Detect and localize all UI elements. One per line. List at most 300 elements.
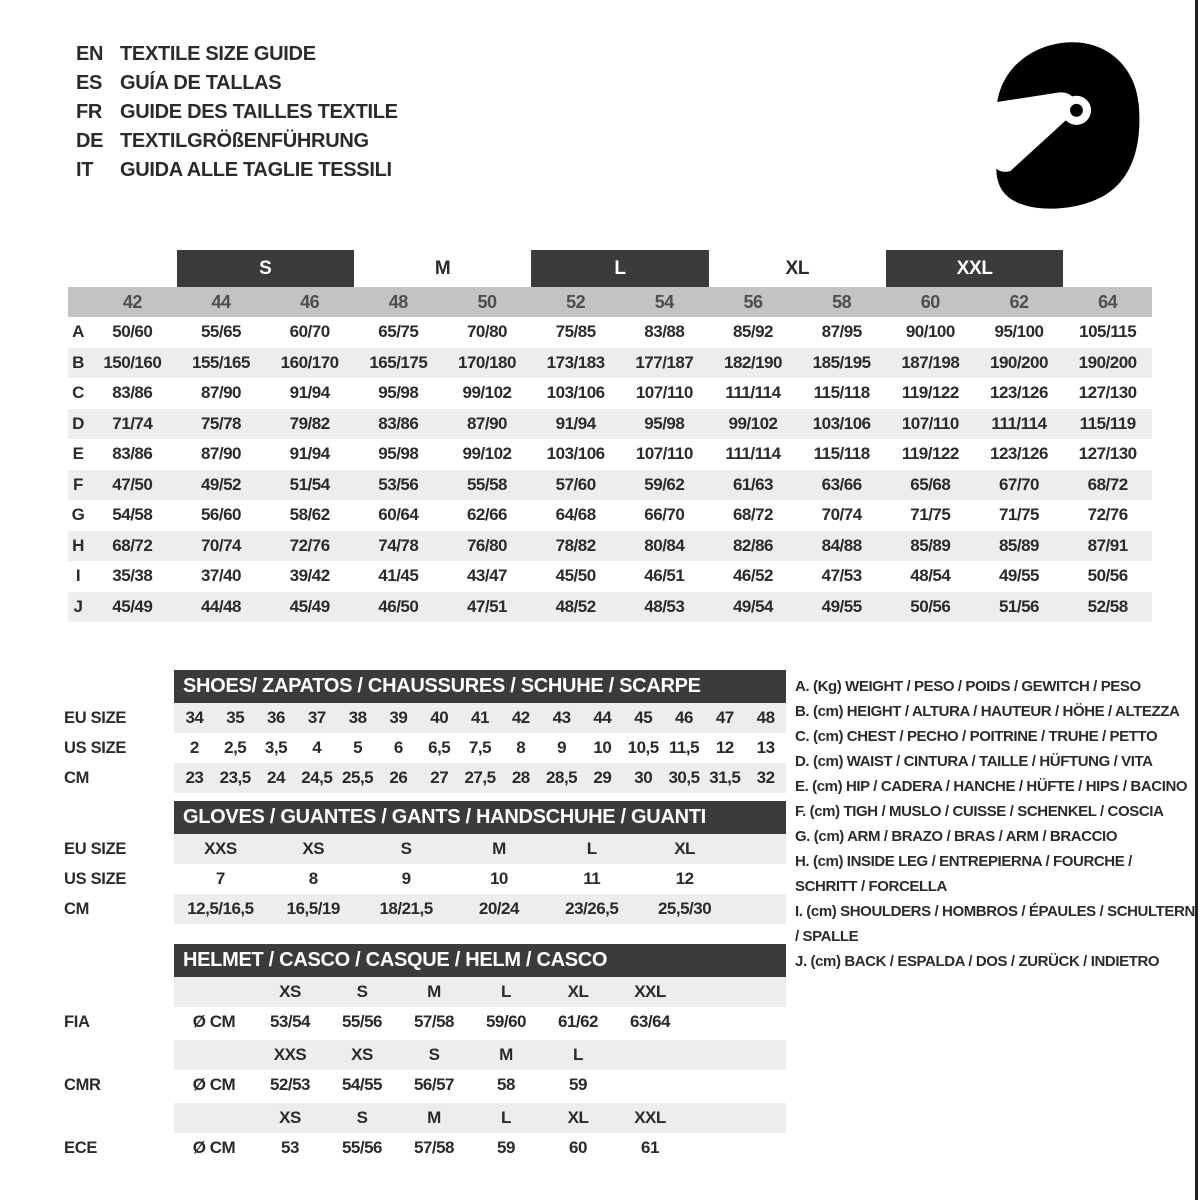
gloves-row-values (174, 864, 786, 894)
helmet-size-cell: L (573, 1045, 583, 1064)
measurement-cell: 80/84 (644, 535, 685, 555)
legend-item-i: I. (cm) SHOULDERS / HOMBROS / ÉPAULES / SCHULTERN / SPALLE (795, 903, 1195, 945)
legend-item-e: E. (cm) HIP / CADERA / HANCHE / HÜFTE / HIPS / BACINO (795, 778, 1188, 795)
shoes-cell: 40 (430, 708, 449, 727)
measurement-cell: 71/74 (112, 413, 153, 433)
helmet-unit-label: Ø CM (192, 1075, 236, 1094)
row-letter: E (72, 444, 84, 464)
gloves-cell: L (586, 839, 597, 858)
row-letter: C (72, 383, 84, 403)
gloves-cell: S (400, 839, 412, 858)
shoes-cell: 27 (430, 768, 449, 787)
shoes-cell: 23 (185, 768, 204, 787)
gloves-cell: XS (302, 839, 325, 858)
textile-size-table (68, 250, 1152, 622)
helmet-row-label (64, 1040, 174, 1070)
shoes-row-values (174, 703, 786, 733)
size-number-cell: 44 (211, 291, 231, 312)
measurement-cell: 50/56 (1087, 566, 1128, 586)
measurement-cell: 47/51 (466, 596, 508, 616)
legend-item-f: F. (cm) TIGH / MUSLO / CUISSE / SCHENKEL / COSCIA (795, 803, 1164, 820)
measurement-cell: 48/54 (910, 566, 951, 586)
helmet-size-cell: XS (279, 1108, 301, 1127)
language-title: TEXTILE SIZE GUIDE (120, 43, 316, 65)
shoes-cell: 34 (185, 708, 204, 727)
measurement-cell: 115/119 (1079, 413, 1136, 433)
measurement-cell: 99/102 (462, 383, 512, 403)
shoes-cell: 39 (389, 708, 408, 727)
measurement-row-b (68, 348, 1152, 379)
size-number-cell: 42 (122, 291, 142, 312)
helmet-cmr-sizes-row (64, 1040, 786, 1070)
measurement-rows (68, 317, 1152, 622)
gloves-cell: 16,5/19 (286, 899, 340, 918)
measurement-cell: 51/56 (998, 596, 1040, 616)
helmet-standard-label: CMR (64, 1075, 101, 1094)
shoes-cell: 29 (593, 768, 612, 787)
measurement-cell: 66/70 (644, 505, 685, 525)
measurement-cell: 87/90 (200, 444, 242, 464)
helmet-value-cell: 61/62 (557, 1012, 599, 1031)
measurement-cell: 190/200 (1078, 352, 1137, 372)
language-code: FR (76, 101, 103, 123)
gloves-cell: 18/21,5 (379, 899, 433, 918)
size-band-m: M (434, 257, 451, 279)
measurement-cell: 63/66 (821, 474, 862, 494)
legend-item-g: G. (cm) ARM / BRAZO / BRAS / ARM / BRACCIO (795, 828, 1118, 845)
shoes-cell: 11,5 (668, 738, 700, 757)
measurement-cell: 111/114 (725, 444, 781, 464)
measurement-cell: 49/55 (998, 566, 1040, 586)
helmet-icon (975, 28, 1153, 214)
shoes-cell: 44 (593, 708, 612, 727)
shoes-cell: 30,5 (668, 768, 700, 787)
shoes-cell: 2 (189, 738, 199, 757)
shoes-cell: 8 (516, 738, 526, 757)
measurement-cell: 49/52 (200, 474, 242, 494)
gloves-cell: 9 (401, 869, 411, 888)
shoes-cell: 28,5 (546, 768, 578, 787)
measurement-cell: 85/92 (732, 322, 774, 342)
helmet-sizes-values (174, 1040, 786, 1070)
measurement-cell: 65/68 (910, 474, 951, 494)
helmet-header-bar: HELMET / CASCO / CASQUE / HELM / CASCO (174, 944, 786, 977)
measurement-cell: 53/56 (378, 474, 419, 494)
measurement-cell: 61/63 (732, 474, 774, 494)
helmet-size-cell: S (428, 1045, 440, 1064)
shoes-row-label: US SIZE (64, 738, 127, 757)
size-band-xxl: XXL (886, 250, 1063, 287)
measurement-row-a (68, 317, 1152, 348)
gloves-cell: 20/24 (478, 899, 519, 918)
measurement-cell: 60/64 (378, 505, 419, 525)
helmet-value-cell: 59 (569, 1075, 587, 1094)
helmet-size-cell: M (427, 1108, 441, 1127)
measurement-row-f (68, 470, 1152, 501)
measurement-cell: 90/100 (905, 322, 955, 342)
helmet-group-ece (64, 1103, 786, 1163)
helmet-row-label (64, 977, 174, 1007)
helmet-value-cell: 61 (641, 1138, 659, 1157)
measurement-cell: 127/130 (1078, 444, 1137, 464)
size-number-cell: 50 (477, 291, 497, 312)
size-number-cell: 48 (388, 291, 408, 312)
shoes-cell: 10 (593, 738, 612, 757)
shoes-cell: 35 (226, 708, 245, 727)
shoes-cell: 7,5 (468, 738, 492, 757)
helmet-value-cell: 59 (497, 1138, 515, 1157)
gloves-cell: XXS (204, 839, 237, 858)
measurement-cell: 56/60 (200, 505, 242, 525)
helmet-size-cell: L (501, 1108, 511, 1127)
shoes-row-values (174, 733, 786, 763)
measurement-cell: 47/53 (821, 566, 862, 586)
helmet-standard-values (174, 1007, 786, 1037)
size-number-cell: 56 (743, 291, 763, 312)
measurement-cell: 65/75 (378, 322, 419, 342)
shoes-cell: 42 (511, 708, 530, 727)
measurement-cell: 115/118 (813, 444, 870, 464)
language-row (76, 156, 398, 185)
measurement-cell: 57/60 (555, 474, 596, 494)
size-number-cell: 52 (566, 291, 586, 312)
shoes-cell: 2,5 (224, 738, 247, 757)
helmet-sizes-values (174, 977, 786, 1007)
helmet-ece-values-row (64, 1133, 786, 1163)
measurement-cell: 49/55 (821, 596, 862, 616)
measurement-row-g (68, 500, 1152, 531)
helmet-value-cell: 56/57 (413, 1075, 455, 1094)
shoes-cell: 37 (307, 708, 326, 727)
measurement-cell: 82/86 (732, 535, 774, 555)
measurement-cell: 45/50 (555, 566, 596, 586)
measurement-cell: 190/200 (990, 352, 1048, 372)
helmet-unit-label: Ø CM (192, 1138, 236, 1157)
shoes-cell: 24,5 (301, 768, 333, 787)
measurement-cell: 95/98 (378, 444, 419, 464)
helmet-size-cell: XS (351, 1045, 373, 1064)
language-row (76, 127, 398, 156)
helmet-value-cell: 53/54 (269, 1012, 311, 1031)
measurement-row-c (68, 378, 1152, 409)
shoes-cell: 4 (312, 738, 322, 757)
shoes-cell: 12 (715, 738, 734, 757)
measurement-cell: 127/130 (1078, 383, 1137, 403)
measurement-cell: 155/165 (192, 352, 250, 372)
language-code: ES (76, 72, 103, 94)
language-code: EN (76, 43, 104, 65)
measurement-cell: 84/88 (821, 535, 862, 555)
measurement-cell: 76/80 (466, 535, 508, 555)
shoes-cell: 47 (715, 708, 734, 727)
measurement-cell: 75/85 (555, 322, 596, 342)
measurement-cell: 71/75 (998, 505, 1040, 525)
helmet-fia-values-row (64, 1007, 786, 1037)
size-number-cell: 60 (920, 291, 940, 312)
measurement-cell: 95/98 (644, 413, 685, 433)
measurement-row-e (68, 439, 1152, 470)
measurement-cell: 123/126 (990, 444, 1048, 464)
measurement-cell: 37/40 (200, 566, 242, 586)
measurement-cell: 78/82 (555, 535, 596, 555)
shoes-row-values (174, 763, 786, 793)
shoes-row-label: EU SIZE (64, 708, 127, 727)
measurement-cell: 35/38 (112, 566, 153, 586)
measurement-cell: 74/78 (378, 535, 419, 555)
helmet-value-cell: 52/53 (269, 1075, 311, 1094)
shoes-cell: 31,5 (709, 768, 741, 787)
shoes-cell: 6,5 (428, 738, 451, 757)
helmet-ece-sizes-row (64, 1103, 786, 1133)
helmet-value-cell: 55/56 (341, 1012, 383, 1031)
measurement-cell: 85/89 (910, 535, 951, 555)
measurement-cell: 107/110 (901, 413, 959, 433)
measurement-cell: 105/115 (1079, 322, 1137, 342)
language-code: DE (76, 130, 104, 152)
shoes-row-eu-size (64, 703, 786, 733)
language-title-list (76, 40, 398, 185)
gloves-row-cm (64, 894, 786, 924)
measurement-cell: 87/90 (200, 383, 242, 403)
size-band-s: S (177, 250, 354, 287)
measurement-cell: 87/95 (821, 322, 862, 342)
legend-item-b: B. (cm) HEIGHT / ALTURA / HAUTEUR / HÖHE / ALTEZZA (795, 703, 1180, 720)
helmet-size-cell: XL (567, 1108, 589, 1127)
shoes-cell: 32 (756, 768, 775, 787)
gloves-cell: 23/26,5 (565, 899, 619, 918)
shoes-cell: 9 (557, 738, 567, 757)
measurement-cell: 160/170 (280, 352, 339, 372)
helmet-value-cell: 63/64 (629, 1012, 671, 1031)
shoes-row-us-size (64, 733, 786, 763)
measurement-cell: 83/86 (112, 383, 153, 403)
measurement-cell: 44/48 (200, 596, 242, 616)
measurement-cell: 83/86 (378, 413, 419, 433)
shoes-cell: 26 (389, 768, 408, 787)
shoes-row-cm (64, 763, 786, 793)
helmet-size-cell: XS (279, 982, 301, 1001)
helmet-value-cell: 57/58 (413, 1138, 455, 1157)
gloves-cell: 10 (489, 869, 508, 888)
row-letter: H (72, 535, 84, 555)
measurement-cell: 50/56 (910, 596, 951, 616)
gloves-row-label: EU SIZE (64, 839, 127, 858)
right-edge-line (1195, 0, 1198, 1200)
helmet-group-cmr (64, 1040, 786, 1100)
measurement-cell: 83/88 (644, 322, 685, 342)
helmet-value-cell: 57/58 (413, 1012, 455, 1031)
gloves-cell: 25,5/30 (657, 899, 712, 918)
measurement-cell: 55/65 (200, 322, 242, 342)
measurement-cell: 68/72 (112, 535, 153, 555)
measurement-cell: 95/98 (378, 383, 419, 403)
language-title: GUIDA ALLE TAGLIE TESSILI (120, 159, 392, 181)
measurement-cell: 60/70 (289, 322, 330, 342)
gloves-section (64, 801, 786, 924)
shoes-rows (64, 703, 786, 793)
gloves-header-bar: GLOVES / GUANTES / GANTS / HANDSCHUHE / GUANTI (174, 801, 786, 834)
size-number-cell: 54 (654, 291, 674, 312)
measurement-cell: 58/62 (289, 505, 330, 525)
helmet-size-cell: S (356, 982, 368, 1001)
measurement-cell: 85/89 (998, 535, 1040, 555)
measurement-cell: 47/50 (112, 474, 153, 494)
measurement-cell: 71/75 (910, 505, 951, 525)
helmet-value-cell: 59/60 (485, 1012, 527, 1031)
legend-item-h: H. (cm) INSIDE LEG / ENTREPIERNA / FOURCHE / SCHRITT / FORCELLA (795, 853, 1132, 895)
language-title: GUÍA DE TALLAS (120, 72, 282, 94)
measurement-cell: 72/76 (1087, 505, 1128, 525)
helmet-size-cell: L (501, 982, 511, 1001)
language-row (76, 98, 398, 127)
shoes-section (64, 670, 786, 793)
measurement-cell: 165/175 (369, 352, 428, 372)
row-letter: J (73, 596, 83, 616)
helmet-value-cell: 54/55 (341, 1075, 383, 1094)
measurement-cell: 41/45 (378, 566, 419, 586)
measurement-cell: 187/198 (901, 352, 960, 372)
helmet-standard-label: FIA (64, 1012, 90, 1031)
shoes-cell: 41 (471, 708, 489, 727)
gloves-cell: 7 (215, 869, 225, 888)
measurement-cell: 55/58 (466, 474, 508, 494)
gloves-cell: M (492, 839, 506, 858)
measurement-cell: 64/68 (555, 505, 596, 525)
helmet-standard-label: ECE (64, 1138, 98, 1157)
measurement-cell: 173/183 (546, 352, 605, 372)
measurement-cell: 49/54 (732, 596, 774, 616)
measurement-cell: 103/106 (546, 383, 605, 403)
shoes-header-bar: SHOES/ ZAPATOS / CHAUSSURES / SCHUHE / SCARPE (174, 670, 786, 703)
measurement-cell: 119/122 (901, 383, 959, 403)
shoes-cell: 45 (634, 708, 653, 727)
gloves-row-values (174, 834, 786, 864)
helmet-sizes-values (174, 1103, 786, 1133)
measurement-cell: 62/66 (466, 505, 508, 525)
measurement-cell: 70/80 (466, 322, 508, 342)
measurement-row-h (68, 531, 1152, 562)
measurement-cell: 72/76 (289, 535, 330, 555)
shoes-cell: 38 (348, 708, 367, 727)
helmet-size-cell: XL (567, 982, 589, 1001)
gloves-row-us-size (64, 864, 786, 894)
shoes-cell: 6 (393, 738, 403, 757)
language-row (76, 69, 398, 98)
helmet-standard-values (174, 1070, 786, 1100)
shoes-cell: 36 (267, 708, 285, 727)
measurement-cell: 68/72 (1087, 474, 1128, 494)
helmet-value-cell: 58 (497, 1075, 515, 1094)
helmet-size-cell: M (499, 1045, 513, 1064)
measurement-cell: 67/70 (998, 474, 1040, 494)
measurement-cell: 51/54 (289, 474, 330, 494)
row-letter: I (75, 566, 81, 586)
gloves-cell: 12 (675, 869, 694, 888)
row-letter: D (72, 413, 84, 433)
shoes-cell: 13 (756, 738, 775, 757)
measurement-cell: 45/49 (289, 596, 330, 616)
helmet-value-cell: 55/56 (341, 1138, 383, 1157)
measurement-cell: 119/122 (901, 444, 959, 464)
shoes-cell: 24 (267, 768, 285, 787)
helmet-unit-spacer (174, 1103, 254, 1133)
helmet-unit-spacer (174, 1040, 254, 1070)
legend-item-d: D. (cm) WAIST / CINTURA / TAILLE / HÜFTUNG / VITA (795, 753, 1153, 770)
row-letter: B (72, 352, 84, 372)
helmet-size-cell: M (427, 982, 441, 1001)
measurement-cell: 48/53 (644, 596, 685, 616)
measurement-cell: 54/58 (112, 505, 153, 525)
gloves-cell: XL (674, 839, 695, 858)
measurement-cell: 103/106 (812, 413, 871, 433)
helmet-rows (64, 977, 786, 1163)
language-row (76, 40, 398, 69)
measurement-cell: 91/94 (555, 413, 596, 433)
helmet-value-cell: 53 (281, 1138, 299, 1157)
helmet-standard-values (174, 1133, 786, 1163)
measurement-cell: 99/102 (728, 413, 778, 433)
shoes-cell: 43 (552, 708, 571, 727)
measurement-cell: 46/52 (732, 566, 774, 586)
measurement-cell: 50/60 (112, 322, 153, 342)
shoes-cell: 5 (353, 738, 363, 757)
size-band-row (68, 250, 1152, 287)
shoes-cell: 30 (634, 768, 653, 787)
measurement-cell: 87/90 (466, 413, 508, 433)
legend-item-c: C. (cm) CHEST / PECHO / POITRINE / TRUHE / PETTO (795, 728, 1158, 745)
helmet-size-cell: XXL (634, 1108, 666, 1127)
measurement-cell: 52/58 (1087, 596, 1128, 616)
size-number-cell: 64 (1098, 291, 1118, 312)
size-number-cell: 58 (832, 291, 852, 312)
helmet-row-label (64, 1103, 174, 1133)
measurement-cell: 46/50 (378, 596, 419, 616)
gloves-row-label: US SIZE (64, 869, 127, 888)
measurement-cell: 91/94 (289, 383, 330, 403)
measurement-cell: 103/106 (546, 444, 605, 464)
measurement-cell: 150/160 (103, 352, 162, 372)
measurement-cell: 46/51 (644, 566, 685, 586)
helmet-cmr-values-row (64, 1070, 786, 1100)
language-title: TEXTILGRÖßENFÜHRUNG (120, 130, 369, 152)
language-code: IT (76, 159, 94, 181)
shoes-cell: 25,5 (342, 768, 374, 787)
helmet-size-cell: S (356, 1108, 368, 1127)
measurement-cell: 185/195 (812, 352, 871, 372)
shoes-cell: 10,5 (627, 738, 659, 757)
measurement-cell: 48/52 (555, 596, 596, 616)
gloves-rows (64, 834, 786, 924)
measurement-cell: 111/114 (725, 383, 781, 403)
measurement-row-j (68, 592, 1152, 623)
helmet-size-cell: XXL (634, 982, 666, 1001)
measurement-cell: 107/110 (635, 444, 693, 464)
row-letter: A (72, 322, 84, 342)
shoes-cell: 28 (511, 768, 530, 787)
measurement-cell: 59/62 (644, 474, 685, 494)
measurement-cell: 68/72 (732, 505, 774, 525)
gloves-cell: 12,5/16,5 (187, 899, 254, 918)
shoes-cell: 3,5 (264, 738, 288, 757)
measurement-cell: 95/100 (994, 322, 1044, 342)
measurement-cell: 182/190 (724, 352, 782, 372)
measurement-cell: 170/180 (458, 352, 516, 372)
helmet-size-cell: XXS (273, 1045, 307, 1064)
helmet-section (64, 944, 786, 1166)
measurement-cell: 70/74 (821, 505, 862, 525)
gloves-row-label: CM (64, 899, 90, 918)
row-letter: F (73, 474, 83, 494)
